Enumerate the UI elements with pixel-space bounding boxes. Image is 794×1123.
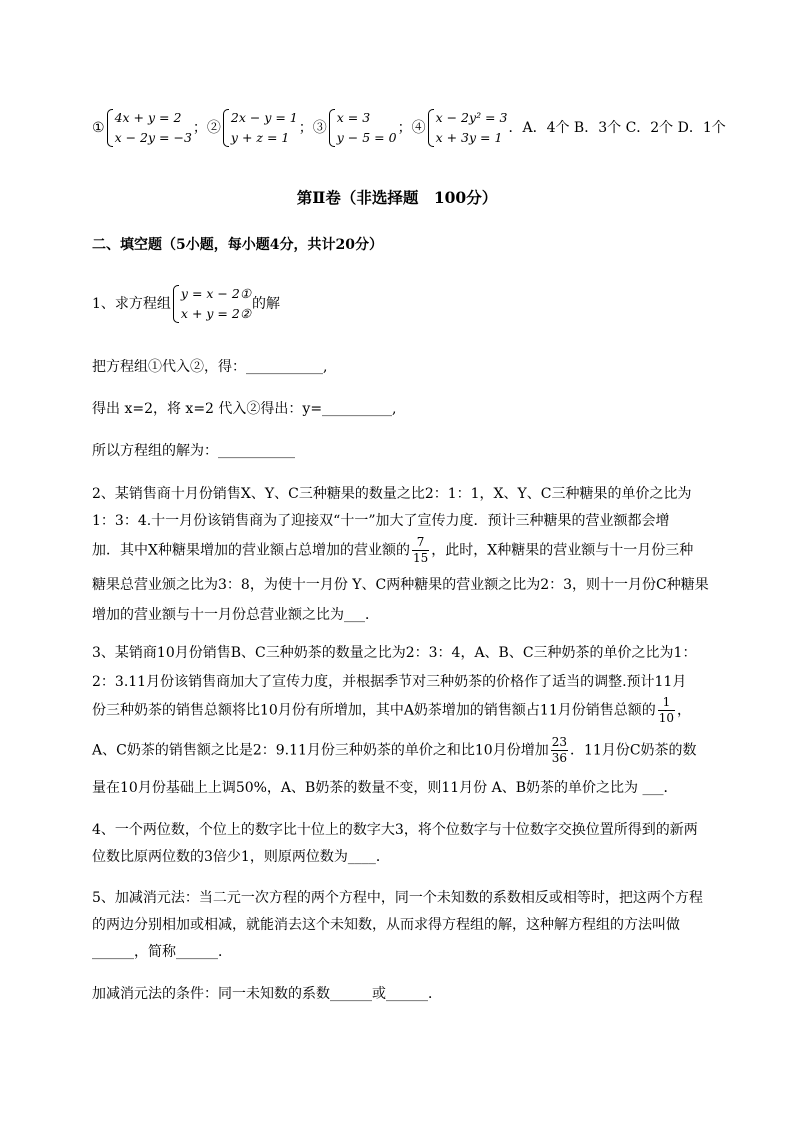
fraction-denominator: 15 [412,551,429,565]
separator: ； [397,120,412,136]
equation: x + 3y = 1 [435,130,503,145]
q1-step1: 把方程组①代入②，得：___________, [92,359,328,375]
q2-line-3-text-end: ，此时，X种糖果的营业额与十一月份三种 [431,542,694,559]
q5-line-2: 的两边分别相加或相减，就能消去这个未知数，从而求得方程组的解，这种解方程组的方法叫做 [92,917,680,933]
part-title: 二、填空题（5小题，每小题4分，共计20分） [92,237,383,253]
q1-intro-line [92,284,280,324]
equation-system-3 [328,108,397,148]
q2-line-3-text: 加．其中X种糖果增加的营业额占总增加的营业额的 [92,542,410,559]
q3-line-4-text-end: ．11月份C奶茶的数 [570,742,697,759]
q2-line-3 [92,535,693,566]
q1-step3: 所以方程组的解为：___________ [92,443,295,459]
fraction [551,735,568,766]
equation: 2x − y = 1 [230,110,298,125]
answer-options: ．A．4个 B．3个 C．2个 D．1个 [508,120,726,136]
q4-line-2: 位数比原两位数的3倍少1，则原两位数为____． [92,849,390,865]
q4-line-1: 4、一个两位数，个位上的数字比十位上的数字大3，将个位数字与十位数字交换位置所得到的新两 [92,822,698,838]
q5-line-3: ______，简称______． [92,944,232,960]
q3-line-3 [92,695,691,726]
q3-line-4 [92,735,697,766]
separator: ； [192,120,207,136]
q3-line-4-text: A、C奶茶的销售额之比是2：9.11月份三种奶茶的单价之和比10月份增加 [92,742,549,759]
question-options-line [92,108,726,148]
q3-line-2: 2：3.11月份该销售商加大了宣传力度，并根据季节对三种奶茶的价格作了适当的调整.预计11月 [92,674,687,690]
fraction [658,695,675,726]
q3-line-5: 量在10月份基础上上调50%，A、B奶茶的数量不变，则11月份 A、B奶茶的单价之比为 ___． [92,780,678,796]
equation: 4x + y = 2 [114,110,182,125]
marker-1: ① [92,120,105,136]
fraction-numerator: 1 [658,695,675,711]
equation-system-2 [222,108,298,148]
fraction-numerator: 23 [551,735,567,749]
fraction-denominator: 10 [658,711,675,725]
equation-system-1 [106,108,192,148]
q1-intro: 1、求方程组 [92,296,171,312]
equation-system-4 [427,108,508,148]
marker-2: ② [206,120,221,136]
equation: x + y = 2② [180,306,252,321]
q1-suffix: 的解 [252,296,281,312]
fraction-denominator: 36 [551,751,567,765]
marker-4: ④ [411,120,426,136]
equation: x − 2y = −3 [114,130,192,145]
equation: y − 5 = 0 [336,130,397,145]
equation: y + z = 1 [230,130,290,145]
separator: ； [298,120,313,136]
q2-line-4: 糖果总营业颁之比为3：8，为使十一月份 Y、C两种糖果的营业额之比为2：3，则十一月份C种糖果 [92,577,709,593]
q1-step2: 得出 x=2，将 x=2 代入②得出：y=__________, [92,401,397,417]
q3-line-1: 3、某销商10月份销售B、C三种奶茶的数量之比为2：3：4，A、B、C三种奶茶的单价之比为1： [92,645,697,661]
fraction-numerator: 7 [412,535,429,551]
q1-equation-system [172,284,251,324]
q3-line-3-text-end: ， [677,702,692,719]
marker-3: ③ [312,120,327,136]
q5-line-4: 加减消元法的条件：同一未知数的系数______或______． [92,986,442,1002]
q2-line-5: 增加的营业额与十一月份总营业额之比为___． [92,607,379,623]
q3-line-3-text: 份三种奶茶的销售总额将比10月份有所增加，其中A奶茶增加的销售额占11月份销售总额的 [92,702,656,719]
equation: x − 2y² = 3 [435,110,508,125]
fraction [412,535,429,566]
section-title: 第Ⅱ卷（非选择题 100分） [296,188,498,207]
equation: y = x − 2① [180,286,252,301]
q2-line-1: 2、某销售商十月份销售X、Y、C三种糖果的数量之比2：1：1，X、Y、C三种糖果的单价之比为 [92,486,692,502]
q5-line-1: 5、加减消元法：当二元一次方程的两个方程中，同一个未知数的系数相反或相等时，把这两个方程 [92,890,703,906]
q2-line-2: 1：3：4.十一月份该销售商为了迎接双“十一”加大了宣传力度．预计三种糖果的营业额都会增 [92,513,670,529]
equation: x = 3 [336,110,371,125]
